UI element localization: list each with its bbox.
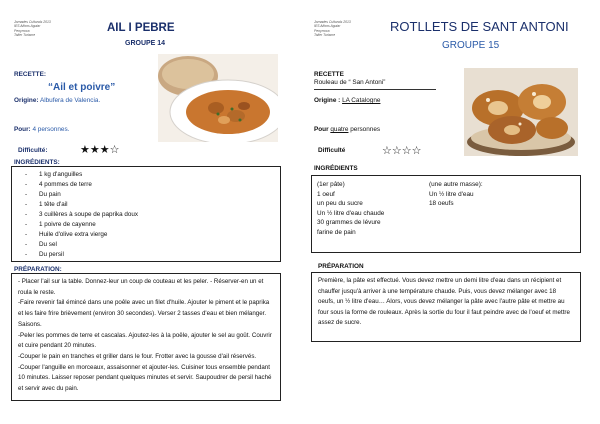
group-label: GROUPE 14: [125, 40, 166, 47]
recipe-title: ROTLLETS DE SANT ANTONI: [390, 19, 569, 34]
school-line: IES Alfons Aguiar: [14, 24, 41, 29]
ingredients-column-1: [317, 180, 384, 237]
ingredient-item: - Du sel: [25, 240, 138, 250]
preparation-step: - Placer l'ail sur la table. Donnez-leur un coup de couteau et les peler. - Réserver-en un et roula le reste.: [18, 278, 264, 296]
ingredient-item: 1 oeuf: [317, 190, 335, 198]
ingredient-item: - 4 pommes de terre: [25, 180, 138, 190]
ingredient-item: - 1 poivre de cayenne: [25, 220, 138, 230]
difficulty-stars: [382, 144, 422, 157]
recette-name: “Ail et poivre”: [48, 82, 116, 93]
difficulte-label: Difficulté:: [18, 147, 48, 154]
ingredient-item: (1er pâte): [317, 181, 345, 188]
ingredient-item: - Du persil: [25, 250, 138, 260]
origine-label: Origine :: [314, 97, 341, 104]
origine-value: Albufera de Valencia.: [39, 97, 101, 104]
ingredients-column-2: [429, 180, 483, 209]
star-empty-icon: ☆: [411, 145, 422, 157]
preparation-box: [311, 272, 581, 342]
star-filled-icon: ★: [80, 144, 90, 156]
pour-quatre: quatre: [330, 126, 349, 133]
school-line: IES Alfons Aguiar: [314, 24, 341, 29]
school-line: Jornades Culturals 2013: [314, 20, 351, 24]
school-line: Penyrroca: [14, 28, 30, 33]
recipe-card-rotllets: [300, 0, 600, 424]
school-header: [314, 20, 351, 37]
star-filled-icon: ★: [99, 144, 110, 156]
ingredient-item: - 3 cuillères à soupe de paprika doux: [25, 210, 138, 220]
preparation-label: PRÉPARATION:: [14, 266, 62, 273]
ingredients-box: [11, 166, 281, 262]
ingredients-box: [311, 175, 581, 253]
preparation-label: PRÉPARATION: [318, 263, 364, 270]
ingredient-item: 18 oeufs: [429, 200, 454, 207]
difficulte-label: Difficulté: [318, 147, 346, 154]
recipe-title: AIL I PEBRE: [107, 22, 175, 34]
school-line: Penyrroca: [314, 28, 330, 33]
ingredient-item: un peu du sucre: [317, 200, 363, 207]
star-empty-icon: ☆: [401, 145, 412, 157]
origine-row: [14, 97, 100, 104]
ingredient-item: (une autre masse):: [429, 181, 483, 188]
preparation-step: -Peler les pommes de terre et cascalas. Ajoutez-les à la poêle, ajouter le sel au goût. Couvrir et cuire pendant 20 minutes.: [18, 331, 272, 350]
ingredient-item: 30 grammes de lévure: [317, 219, 381, 226]
school-line: Taller Turisme: [314, 32, 336, 37]
ingredients-label: INGRÉDIENTS: [314, 165, 358, 172]
difficulty-stars: [80, 143, 120, 156]
school-line: Taller Turisme: [14, 32, 36, 37]
recette-underline: [314, 89, 436, 90]
origine-value: LA Catalogne: [342, 97, 381, 104]
preparation-box: [11, 273, 281, 401]
origine-row: [314, 97, 380, 104]
group-label: GROUPE 15: [442, 40, 500, 51]
pour-value: personnes: [350, 126, 381, 133]
recette-label: RECETTE: [314, 71, 344, 78]
preparation-step: -Couper le pain en tranches et griller dans le four. Frotter avec la gousse d'ail réservés.: [18, 352, 257, 360]
soup-photo: [158, 54, 278, 142]
ingredient-item: - Du pain: [25, 190, 138, 200]
pour-label: Pour:: [14, 126, 31, 133]
ingredient-item: Un ½ litre d'eau: [429, 190, 474, 198]
recette-label: RECETTE:: [14, 71, 46, 78]
ingredient-item: Un ½ litre d'eau chaude: [317, 209, 385, 217]
recette-name: Rouleau de “ San Antoni”: [314, 79, 386, 86]
star-empty-icon: ☆: [382, 145, 392, 157]
preparation-step: -Couper l'anguille en morceaux, assaisonner et ajouter-les. Cuisiner tous ensemble pendant 10 minutes. Laisser reposer pendant quelques minutes et servir. Saupoudrer de persil haché et servir avec du pain.: [18, 363, 272, 393]
pour-row: [14, 126, 69, 133]
pour-row: [314, 126, 380, 133]
star-filled-icon: ★: [89, 144, 100, 156]
ingredient-item: farine de pain: [317, 228, 356, 236]
ingredient-item: - 1 kg d'anguilles: [25, 170, 138, 180]
ingredient-item: - 1 tête d'ail: [25, 200, 138, 210]
ingredients-list: [25, 170, 138, 260]
ingredients-label: INGRÉDIENTS:: [14, 159, 60, 166]
ingredient-item: - Huile d'olive extra vierge: [25, 230, 138, 240]
school-header: [14, 20, 51, 37]
preparation-step: -Faire revenir fail émincé dans une poêle avec un filet d'huile. Ajouter le piment et le paprika et les faire frire brièvement (environ 30 secondes). Verser 2 tasses d'eau et bien mélanger. Saisons.: [18, 299, 270, 328]
star-empty-icon: ☆: [109, 144, 120, 156]
origine-label: Origine:: [14, 97, 39, 104]
school-line: Jornades Culturals 2013: [14, 20, 51, 24]
pour-label: Pour: [314, 126, 329, 133]
preparation-text: Première, la pâte est effectué. Vous devez mettre un demi litre d'eau dans un récipient et chauffer jusqu'à arriver à une température chaude. Puis, vous devez mélanger avec 18 oeufs, un ½ litre d'eau… Alors, vous devez mélanger la pâte avec l'autre pâte et mettre au four sous la forme de rouleaux. Après la sortie du four il faut peindre avec de l'oeuf et mettre assez de sucre.: [318, 277, 570, 326]
rolls-photo: [464, 68, 578, 156]
pour-value: 4 personnes.: [32, 126, 70, 133]
star-empty-icon: ☆: [391, 145, 402, 157]
